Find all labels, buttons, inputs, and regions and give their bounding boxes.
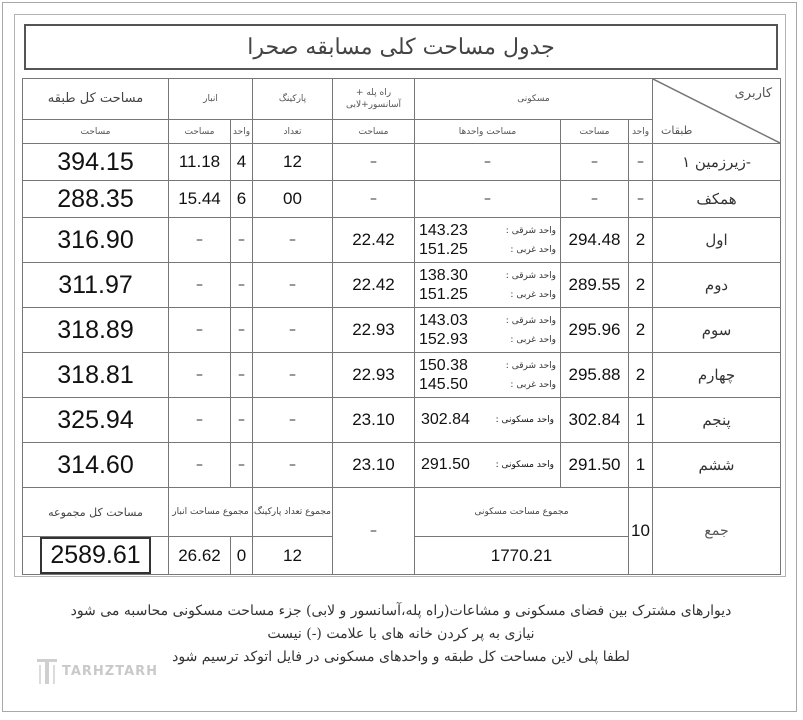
unit-area-value: 150.38 (419, 356, 468, 374)
area-table (22, 78, 781, 575)
floor-total-header: مساحت کل طبقه (23, 79, 169, 120)
res-units-value: 2 (629, 263, 653, 308)
storage-total-units: 0 (231, 537, 253, 575)
storage-area-value: – (169, 443, 231, 488)
table-row (23, 308, 781, 353)
stair-area-value: 22.42 (333, 218, 415, 263)
storage-area-value: – (169, 308, 231, 353)
storage-units-value: – (231, 308, 253, 353)
res-units-value: 2 (629, 308, 653, 353)
storage-total-label: مجموع مساحت انبار (169, 488, 253, 537)
unit-areas-cell (415, 398, 561, 443)
unit-area-value: 143.23 (419, 221, 468, 239)
storage-area-value: – (169, 398, 231, 443)
floor-name: چهارم (653, 353, 781, 398)
res-area-subheader: مساحت (561, 120, 629, 144)
unit-area-value: 152.93 (419, 330, 468, 348)
stair-area-value: 22.93 (333, 353, 415, 398)
res-area-value: 302.84 (561, 398, 629, 443)
unit-area-label: واحد شرقی : (505, 225, 556, 236)
unit-area-label: واحد شرقی : (505, 315, 556, 326)
res-total-area: 1770.21 (415, 537, 629, 575)
floor-name: دوم (653, 263, 781, 308)
floor-total-value: 311.97 (23, 263, 169, 308)
res-units-value: 2 (629, 353, 653, 398)
note-line: دیوارهای مشترک بین فضای مسکونی و مشاعات(راه پله،آسانسور و لابی) جزء مساحت مسکونی محاسبه می شود (70, 603, 732, 619)
storage-units-value: – (231, 398, 253, 443)
storage-area-value: – (169, 353, 231, 398)
parking-total-label: مجموع تعداد پارکینگ (253, 488, 333, 537)
unit-area-value: 143.03 (419, 311, 468, 329)
unit-areas-value: – (415, 181, 561, 218)
storage-units-value: – (231, 218, 253, 263)
unit-area-value: 138.30 (419, 266, 468, 284)
unit-areas-cell (415, 308, 561, 353)
parking-value: – (253, 353, 333, 398)
usage-label: کاربری (734, 86, 773, 101)
unit-area-value: 145.50 (419, 375, 468, 393)
storage-units-subheader: واحد (231, 120, 253, 144)
res-area-value: – (561, 181, 629, 218)
table-row (23, 398, 781, 443)
unit-area-value: 302.84 (421, 411, 470, 428)
res-area-value: 291.50 (561, 443, 629, 488)
unit-areas-subheader: مساحت واحدها (415, 120, 561, 144)
parking-value: – (253, 263, 333, 308)
unit-area-value: 291.50 (421, 456, 470, 473)
floor-total-area-subheader: مساحت (23, 120, 169, 144)
unit-area-label: واحد مسکونی : (495, 460, 554, 470)
parking-value: – (253, 218, 333, 263)
unit-area-label: واحد غربی : (510, 244, 556, 255)
usage-floors-header (653, 79, 781, 144)
res-units-value: 1 (629, 398, 653, 443)
page-title: جدول مساحت کلی مسابقه صحرا (24, 24, 778, 70)
unit-area-label: واحد مسکونی : (495, 415, 554, 425)
stair-area-value: – (333, 181, 415, 218)
res-area-value: – (561, 144, 629, 181)
unit-area-label: واحد شرقی : (505, 270, 556, 281)
parking-value: 00 (253, 181, 333, 218)
floor-total-value: 288.35 (23, 181, 169, 218)
storage-area-value: – (169, 218, 231, 263)
note-line: لطفا پلی لاین مساحت کل طبقه و واحدهای مسکونی در فایل اتوکد ترسیم شود (172, 649, 630, 665)
logo-icon (36, 657, 58, 685)
floor-name: همکف (653, 181, 781, 218)
floor-total-value: 394.15 (23, 144, 169, 181)
unit-area-value: 151.25 (419, 285, 468, 303)
project-total-label: مساحت کل مجموعه (23, 488, 169, 537)
unit-areas-cell (415, 443, 561, 488)
res-area-value: 295.96 (561, 308, 629, 353)
total-row-label: جمع (653, 488, 781, 575)
unit-area-label: واحد غربی : (510, 334, 556, 345)
unit-area-value: 151.25 (419, 240, 468, 258)
unit-areas-cell (415, 263, 561, 308)
storage-total-area: 26.62 (169, 537, 231, 575)
unit-areas-cell (415, 353, 561, 398)
res-area-value: 294.48 (561, 218, 629, 263)
storage-area-value: 15.44 (169, 181, 231, 218)
floors-label: طبقات (661, 124, 693, 138)
res-units-value: – (629, 181, 653, 218)
res-units-value: 2 (629, 218, 653, 263)
table-row (23, 443, 781, 488)
table-row (23, 181, 781, 218)
project-total-value: 2589.61 (40, 537, 150, 574)
res-total-label: مجموع مساحت مسکونی (415, 488, 629, 537)
floor-total-value: 325.94 (23, 398, 169, 443)
stair-area-value: 22.42 (333, 263, 415, 308)
floor-name: پنجم (653, 398, 781, 443)
storage-area-value: – (169, 263, 231, 308)
table-row (23, 144, 781, 181)
note-line: نیازی به پر کردن خانه های با علامت (-) نیست (267, 626, 535, 642)
parking-header: پارکینگ (253, 79, 333, 120)
stair-area-value: 23.10 (333, 443, 415, 488)
storage-area-subheader: مساحت (169, 120, 231, 144)
res-total-units: 10 (629, 488, 653, 575)
project-total-cell (23, 537, 169, 575)
parking-value: – (253, 308, 333, 353)
watermark-text: TARHZTARH (62, 663, 159, 679)
storage-units-value: – (231, 443, 253, 488)
stair-area-value: 23.10 (333, 398, 415, 443)
parking-total-value: 12 (253, 537, 333, 575)
res-area-value: 295.88 (561, 353, 629, 398)
storage-units-value: – (231, 353, 253, 398)
unit-area-label: واحد غربی : (510, 379, 556, 390)
watermark-logo (36, 650, 186, 692)
unit-areas-value: – (415, 144, 561, 181)
table-row (23, 353, 781, 398)
unit-area-label: واحد شرقی : (505, 360, 556, 371)
stair-area-value: 22.93 (333, 308, 415, 353)
stair-total-value: – (333, 488, 415, 575)
unit-areas-cell (415, 218, 561, 263)
storage-area-value: 11.18 (169, 144, 231, 181)
stair-area-subheader: مساحت (333, 120, 415, 144)
floor-total-value: 318.89 (23, 308, 169, 353)
res-area-value: 289.55 (561, 263, 629, 308)
stair-area-value: – (333, 144, 415, 181)
floor-name: ششم (653, 443, 781, 488)
table-row (23, 263, 781, 308)
storage-units-value: 4 (231, 144, 253, 181)
unit-area-label: واحد غربی : (510, 289, 556, 300)
storage-units-value: – (231, 263, 253, 308)
floor-name: اول (653, 218, 781, 263)
parking-value: 12 (253, 144, 333, 181)
residential-header: مسکونی (415, 79, 653, 120)
table-row (23, 218, 781, 263)
storage-header: انبار (169, 79, 253, 120)
floor-total-value: 318.81 (23, 353, 169, 398)
floor-total-value: 314.60 (23, 443, 169, 488)
parking-value: – (253, 398, 333, 443)
storage-units-value: 6 (231, 181, 253, 218)
floor-name: زیرزمین ۱- (653, 144, 781, 181)
res-units-value: 1 (629, 443, 653, 488)
res-units-subheader: واحد (629, 120, 653, 144)
parking-count-subheader: تعداد (253, 120, 333, 144)
floor-total-value: 316.90 (23, 218, 169, 263)
parking-value: – (253, 443, 333, 488)
stair-header: راه پله + آسانسور+لابی (333, 79, 415, 120)
res-units-value: – (629, 144, 653, 181)
floor-name: سوم (653, 308, 781, 353)
